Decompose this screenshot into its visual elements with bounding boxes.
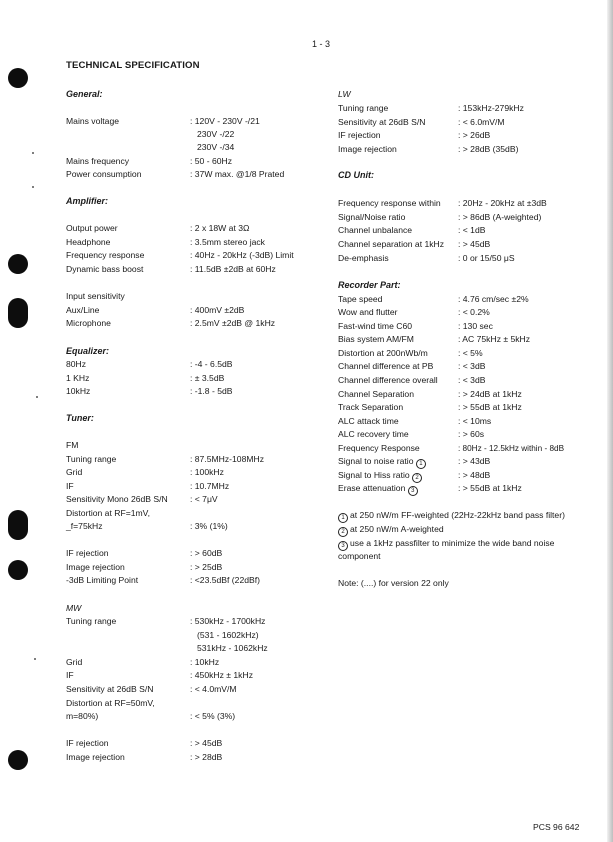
spec-value: : > 24dB at 1kHz	[458, 389, 522, 399]
spec-value: : <23.5dBf (22dBf)	[190, 575, 260, 585]
spec-value: : 3.5mm stereo jack	[190, 237, 265, 247]
spec-label: Image rejection	[66, 562, 125, 572]
spec-value: : 50 - 60Hz	[190, 156, 233, 166]
scan-speck	[34, 658, 36, 660]
spec-label-with-note	[338, 456, 428, 469]
footnote-continuation: component	[338, 551, 381, 561]
spec-value: : < 5%	[458, 348, 483, 358]
spec-value: (531 - 1602kHz)	[197, 630, 259, 640]
spec-value: 531kHz - 1062kHz	[197, 643, 268, 653]
spec-value: : 40Hz - 20kHz (-3dB) Limit	[190, 250, 294, 260]
spec-value: : 400mV ±2dB	[190, 305, 245, 315]
spec-value: : > 43dB	[458, 456, 491, 466]
page-number: 1 - 3	[312, 39, 331, 49]
binder-hole-icon	[8, 560, 28, 580]
spec-label: Sensitivity at 26dB S/N	[338, 117, 426, 127]
spec-value: : 450kHz ± 1kHz	[190, 670, 253, 680]
spec-label: Tuning range	[66, 454, 117, 464]
spec-label: Distortion at 200nWb/m	[338, 348, 428, 358]
spec-value: : < 6.0mV/M	[458, 117, 505, 127]
spec-value: : > 55dB at 1kHz	[458, 402, 522, 412]
spec-value: : 153kHz-279kHz	[458, 103, 524, 113]
spec-label-with-note	[338, 470, 424, 483]
spec-label: 10kHz	[66, 386, 91, 396]
spec-value: : 3% (1%)	[190, 521, 228, 531]
spec-label: Dynamic bass boost	[66, 264, 144, 274]
spec-value: : > 60dB	[190, 548, 223, 558]
spec-value: : 80Hz - 12.5kHz within - 8dB	[458, 444, 565, 453]
section-heading-general: General:	[66, 89, 103, 99]
binder-hole-icon	[8, 750, 28, 770]
spec-value: : 2 x 18W at 3Ω	[190, 223, 250, 233]
spec-label: IF rejection	[338, 130, 381, 140]
spec-value: : -4 - 6.5dB	[190, 359, 233, 369]
spec-label: Signal/Noise ratio	[338, 212, 406, 222]
spec-label: IF	[66, 670, 74, 680]
spec-label: FM	[66, 440, 79, 450]
spec-label: Track Separation	[338, 402, 404, 412]
spec-label-with-note	[338, 483, 420, 496]
footnote	[338, 524, 444, 537]
spec-label: Grid	[66, 467, 83, 477]
spec-label: Aux/Line	[66, 305, 100, 315]
spec-value: : 2.5mV ±2dB @ 1kHz	[190, 318, 276, 328]
spec-label: Signal to Hiss ratio	[338, 470, 410, 480]
spec-label: Signal to noise ratio	[338, 456, 414, 466]
spec-value: : < 1dB	[458, 225, 486, 235]
spec-value: : < 0.2%	[458, 307, 490, 317]
spec-value: : > 26dB	[458, 130, 491, 140]
footer-code: PCS 96 642	[533, 822, 580, 832]
spec-value: : > 28dB (35dB)	[458, 144, 519, 154]
spec-label: IF rejection	[66, 548, 109, 558]
footnote-marker: 1	[338, 513, 348, 523]
page-title: TECHNICAL SPECIFICATION	[66, 60, 200, 71]
binder-hole-icon	[8, 254, 28, 274]
footnote-text: use a 1kHz passfilter to minimize the wide band noise	[350, 538, 555, 548]
footnote-text: at 250 nW/m A-weighted	[350, 524, 444, 534]
footnote	[338, 510, 565, 523]
section-heading-equalizer: Equalizer:	[66, 346, 110, 356]
spec-value: : 120V - 230V -/21	[190, 116, 260, 126]
spec-label: Headphone	[66, 237, 111, 247]
footnote-marker: 2	[412, 473, 422, 483]
spec-value: : < 7μV	[190, 494, 218, 504]
spec-value: : > 45dB	[190, 738, 223, 748]
spec-label: Channel difference at PB	[338, 361, 434, 371]
spec-label: IF	[66, 481, 74, 491]
spec-label: Frequency Response	[338, 443, 420, 453]
spec-value: : 11.5dB ±2dB at 60Hz	[190, 264, 276, 274]
spec-value: : 10kHz	[190, 657, 220, 667]
spec-value: : 0 or 15/50 μS	[458, 253, 515, 263]
section-heading-lw: LW	[338, 89, 351, 99]
section-heading-cd: CD Unit:	[338, 170, 374, 180]
spec-label: Erase attenuation	[338, 483, 406, 493]
spec-value: : > 55dB at 1kHz	[458, 483, 522, 493]
spec-label: Mains voltage	[66, 116, 120, 126]
binder-hole-icon	[8, 68, 28, 88]
spec-value: : > 60s	[458, 429, 485, 439]
spec-value: : 100kHz	[190, 467, 224, 477]
spec-value: : < 10ms	[458, 416, 492, 426]
spec-label: ALC recovery time	[338, 429, 409, 439]
spec-label: Image rejection	[66, 752, 125, 762]
spec-value: : < 3dB	[458, 375, 486, 385]
spec-value: 230V -/22	[197, 129, 235, 139]
spec-value: : 530kHz - 1700kHz	[190, 616, 266, 626]
version-note: Note: (....) for version 22 only	[338, 578, 449, 588]
section-heading-mw: MW	[66, 603, 82, 613]
spec-label: Image rejection	[338, 144, 397, 154]
spec-label: Mains frequency	[66, 156, 130, 166]
spec-label: -3dB Limiting Point	[66, 575, 139, 585]
spec-label: ALC attack time	[338, 416, 399, 426]
binder-hole-icon	[8, 510, 28, 540]
scan-speck	[32, 186, 34, 188]
spec-value: : < 4.0mV/M	[190, 684, 237, 694]
spec-label: m=80%)	[66, 711, 99, 721]
footnote-marker: 3	[408, 486, 418, 496]
spec-label: Microphone	[66, 318, 111, 328]
spec-label: Sensitivity at 26dB S/N	[66, 684, 154, 694]
spec-label: Distortion at RF=1mV,	[66, 508, 150, 518]
footnote-text: at 250 nW/m FF-weighted (22Hz-22kHz band pass filter)	[350, 510, 565, 520]
spec-label: Power consumption	[66, 169, 142, 179]
spec-value: : ± 3.5dB	[190, 373, 225, 383]
spec-label: De-emphasis	[338, 253, 389, 263]
spec-value: : AC 75kHz ± 5kHz	[458, 334, 531, 344]
spec-label: IF rejection	[66, 738, 109, 748]
spec-value: : < 3dB	[458, 361, 486, 371]
spec-label: Wow and flutter	[338, 307, 398, 317]
spec-value: : > 25dB	[190, 562, 223, 572]
spec-label: Output power	[66, 223, 118, 233]
spec-value: : 130 sec	[458, 321, 493, 331]
spec-label: Distortion at RF=50mV,	[66, 698, 155, 708]
spec-value: : 10.7MHz	[190, 481, 230, 491]
spec-label: Channel separation at 1kHz	[338, 239, 445, 249]
page-edge-shadow	[607, 0, 613, 842]
scan-speck	[32, 152, 34, 154]
spec-value: : > 45dB	[458, 239, 491, 249]
spec-value: : > 86dB (A-weighted)	[458, 212, 542, 222]
spec-label: Fast-wind time C60	[338, 321, 413, 331]
section-heading-recorder: Recorder Part:	[338, 280, 401, 290]
spec-label: Sensitivity Mono 26dB S/N	[66, 494, 168, 504]
spec-value: : < 5% (3%)	[190, 711, 236, 721]
spec-value: : 20Hz - 20kHz at ±3dB	[458, 198, 547, 208]
spec-value: : > 28dB	[190, 752, 223, 762]
spec-label: Tuning range	[66, 616, 117, 626]
spec-value: 230V -/34	[197, 142, 235, 152]
spec-label: Grid	[66, 657, 83, 667]
spec-value: : > 48dB	[458, 470, 491, 480]
spec-label: 1 KHz	[66, 373, 90, 383]
spec-label: Tuning range	[338, 103, 389, 113]
footnote	[338, 538, 554, 551]
spec-value: : 37W max. @1/8 Prated	[190, 169, 285, 179]
spec-label: Channel Separation	[338, 389, 414, 399]
scan-speck	[36, 396, 38, 398]
binder-hole-icon	[8, 298, 28, 328]
section-heading-tuner: Tuner:	[66, 413, 94, 423]
footnote-marker: 2	[338, 527, 348, 537]
spec-label: Input sensitivity	[66, 291, 125, 301]
spec-label: Frequency response	[66, 250, 145, 260]
spec-value: : 87.5MHz-108MHz	[190, 454, 265, 464]
spec-label: Channel unbalance	[338, 225, 413, 235]
spec-label: Tape speed	[338, 294, 383, 304]
spec-label: Bias system AM/FM	[338, 334, 414, 344]
spec-value: : 4.76 cm/sec ±2%	[458, 294, 529, 304]
spec-label: _f=75kHz	[66, 521, 103, 531]
spec-label: Frequency response within	[338, 198, 441, 208]
spec-value: : -1.8 - 5dB	[190, 386, 233, 396]
spec-label: Channel difference overall	[338, 375, 438, 385]
spec-label: 80Hz	[66, 359, 87, 369]
footnote-marker: 3	[338, 541, 348, 551]
footnote-marker: 1	[416, 459, 426, 469]
section-heading-amplifier: Amplifier:	[66, 196, 109, 206]
